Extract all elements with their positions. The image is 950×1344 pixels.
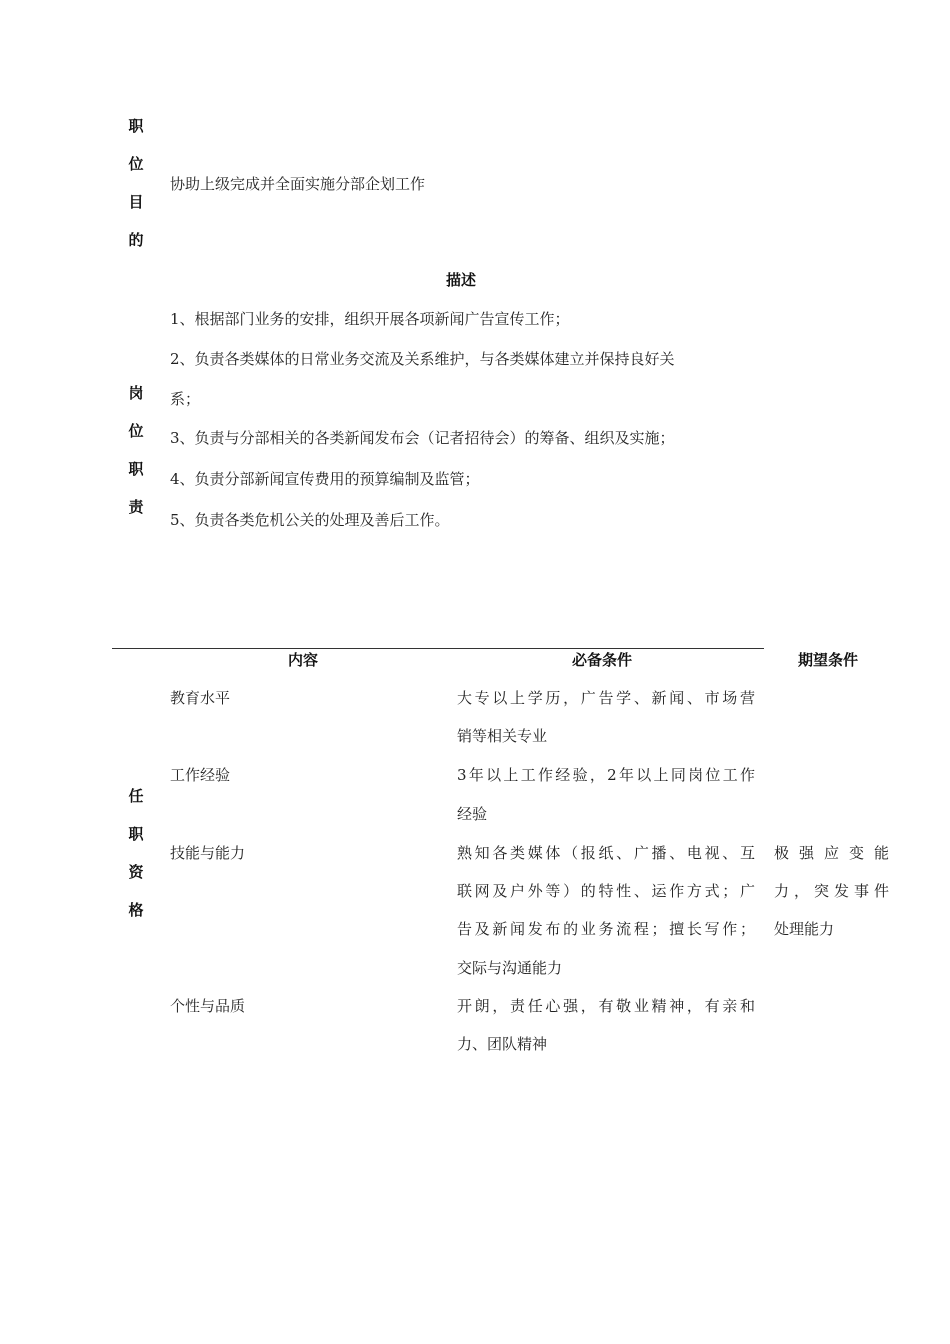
column-header-required: 必备条件 (572, 651, 633, 669)
table-row-content: 教育水平 (170, 689, 231, 707)
table-row-required-line: 3年以上工作经验，2年以上同岗位工作 (457, 766, 755, 784)
table-row-required-line: 熟知各类媒体（报纸、广播、电视、互 (457, 844, 755, 862)
duties-label-char: 岗 (128, 384, 144, 402)
duty-item: 1、根据部门业务的安排，组织开展各项新闻广告宣传工作； (170, 310, 570, 328)
table-row-content: 工作经验 (170, 766, 231, 784)
qualifications-label-char: 资 (128, 863, 144, 881)
duty-item: 3、负责与分部相关的各类新闻发布会（记者招待会）的筹备、组织及实施； (170, 429, 675, 447)
duties-header: 描述 (446, 271, 477, 289)
table-row-required-line: 大专以上学历，广告学、新闻、市场营 (457, 689, 755, 707)
duty-item: 2、负责各类媒体的日常业务交流及关系维护，与各类媒体建立并保持良好关 (170, 350, 675, 368)
duties-section-label (126, 383, 146, 535)
table-row-required-line: 交际与沟通能力 (457, 959, 563, 977)
duties-label-char: 职 (128, 460, 144, 478)
duty-item-continued: 系； (170, 390, 201, 408)
table-row-required-line: 销等相关专业 (457, 727, 548, 745)
qualifications-label-char: 任 (128, 787, 144, 805)
table-row-required-line: 力、团队精神 (457, 1035, 548, 1053)
column-header-content: 内容 (288, 651, 319, 669)
table-row-content: 个性与品质 (170, 997, 246, 1015)
table-row-required-line: 告及新闻发布的业务流程；擅长写作； (457, 920, 755, 938)
table-row-required-line: 联网及户外等）的特性、运作方式；广 (457, 882, 755, 900)
duty-item: 5、负责各类危机公关的处理及善后工作。 (170, 511, 450, 529)
table-row-preferred-line: 极强应变能 (774, 844, 889, 862)
purpose-label-char: 职 (128, 117, 144, 135)
table-row-required-line: 经验 (457, 805, 488, 823)
table-top-rule (112, 648, 764, 649)
purpose-label-char: 目 (128, 193, 144, 211)
qualifications-label-char: 职 (128, 825, 144, 843)
duties-label-char: 责 (128, 498, 144, 516)
purpose-text: 协助上级完成并全面实施分部企划工作 (170, 175, 426, 193)
table-row-content: 技能与能力 (170, 844, 246, 862)
qualifications-section-label (126, 786, 146, 938)
table-row-required-line: 开朗，责任心强，有敬业精神，有亲和 (457, 997, 755, 1015)
duties-label-char: 位 (128, 422, 144, 440)
purpose-label-char: 位 (128, 155, 144, 173)
column-header-preferred: 期望条件 (798, 651, 859, 669)
purpose-section-label (126, 116, 146, 268)
purpose-label-char: 的 (128, 231, 144, 249)
duty-item: 4、负责分部新闻宣传费用的预算编制及监管； (170, 470, 480, 488)
table-row-preferred-line: 力，突发事件 (774, 882, 889, 900)
table-row-preferred-line: 处理能力 (774, 920, 835, 938)
qualifications-label-char: 格 (128, 901, 144, 919)
